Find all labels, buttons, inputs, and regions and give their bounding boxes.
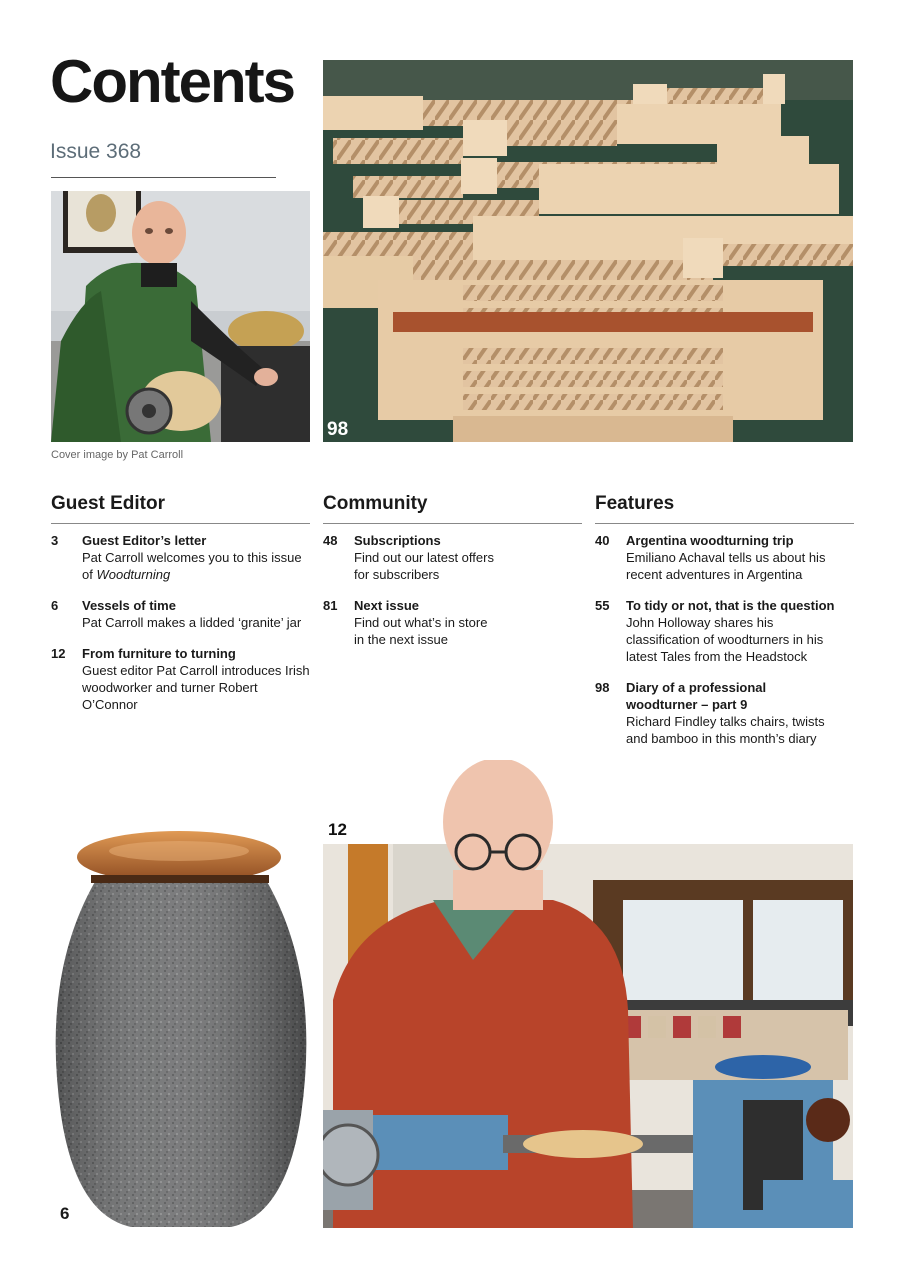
spindles-page-label: 98 bbox=[327, 419, 349, 440]
entry-title: To tidy or not, that is the question bbox=[626, 598, 835, 613]
entry-page: 55 bbox=[595, 598, 610, 613]
granite-jar-photo bbox=[51, 825, 311, 1230]
toc-entry[interactable] bbox=[595, 597, 854, 665]
entry-description: Find out what’s in store in the next issue bbox=[354, 615, 488, 647]
cover-photo bbox=[51, 191, 310, 442]
entry-page: 48 bbox=[323, 533, 338, 548]
turner-portrait-photo bbox=[323, 760, 853, 1228]
entry-description: Find out our latest offers for subscribers bbox=[354, 550, 494, 582]
entry-description: Emiliano Achaval tells us about his recent adventures in Argentina bbox=[626, 550, 826, 582]
section-guest-editor bbox=[51, 493, 310, 713]
entry-description: Richard Findley talks chairs, twists and bamboo in this month’s diary bbox=[626, 714, 825, 746]
toc-entry[interactable] bbox=[595, 532, 854, 583]
turner-page-label: 12 bbox=[328, 820, 347, 839]
toc-entry[interactable] bbox=[323, 597, 582, 648]
entry-title: Vessels of time bbox=[82, 598, 176, 613]
entry-page: 3 bbox=[51, 533, 59, 548]
entry-page: 81 bbox=[323, 598, 338, 613]
entry-description: Guest editor Pat Carroll introduces Irish woodworker and turner Robert O’Connor bbox=[82, 663, 310, 712]
page-number: 6 bbox=[60, 1204, 70, 1223]
entry-page: 6 bbox=[51, 598, 59, 613]
toc-entry[interactable] bbox=[51, 532, 310, 583]
entry-title: Next issue bbox=[354, 598, 420, 613]
entry-description bbox=[82, 549, 310, 583]
issue-number: Issue 368 bbox=[50, 140, 142, 163]
toc-entry[interactable] bbox=[51, 645, 310, 713]
entry-title: Argentina woodturning trip bbox=[626, 533, 794, 548]
section-community bbox=[323, 493, 582, 648]
entry-title: Diary of a professional woodturner – part 9 bbox=[626, 680, 767, 712]
entry-description-text: Pat Carroll welcomes you to this issue of bbox=[82, 550, 302, 582]
section-heading: Guest Editor bbox=[51, 493, 310, 524]
entry-page: 98 bbox=[595, 680, 610, 695]
entry-page: 12 bbox=[51, 646, 66, 661]
toc-entry[interactable] bbox=[323, 532, 582, 583]
section-heading: Features bbox=[595, 493, 854, 524]
section-heading: Community bbox=[323, 493, 582, 524]
entry-description: Pat Carroll makes a lidded ‘granite’ jar bbox=[82, 615, 302, 630]
page-title: Contents bbox=[50, 48, 294, 115]
entry-description: John Holloway shares his classification of woodturners in his latest Tales from the Headstock bbox=[626, 615, 824, 664]
toc-entry[interactable] bbox=[595, 679, 854, 747]
entry-title: Guest Editor’s letter bbox=[82, 533, 207, 548]
cover-caption: Cover image by Pat Carroll bbox=[51, 449, 184, 461]
title-divider bbox=[51, 177, 276, 178]
toc-entry[interactable] bbox=[51, 597, 310, 631]
entry-page: 40 bbox=[595, 533, 610, 548]
spindles-photo bbox=[323, 60, 853, 442]
entry-title: From furniture to turning bbox=[82, 646, 236, 661]
magazine-name: Woodturning bbox=[96, 567, 171, 582]
entry-title: Subscriptions bbox=[354, 533, 441, 548]
